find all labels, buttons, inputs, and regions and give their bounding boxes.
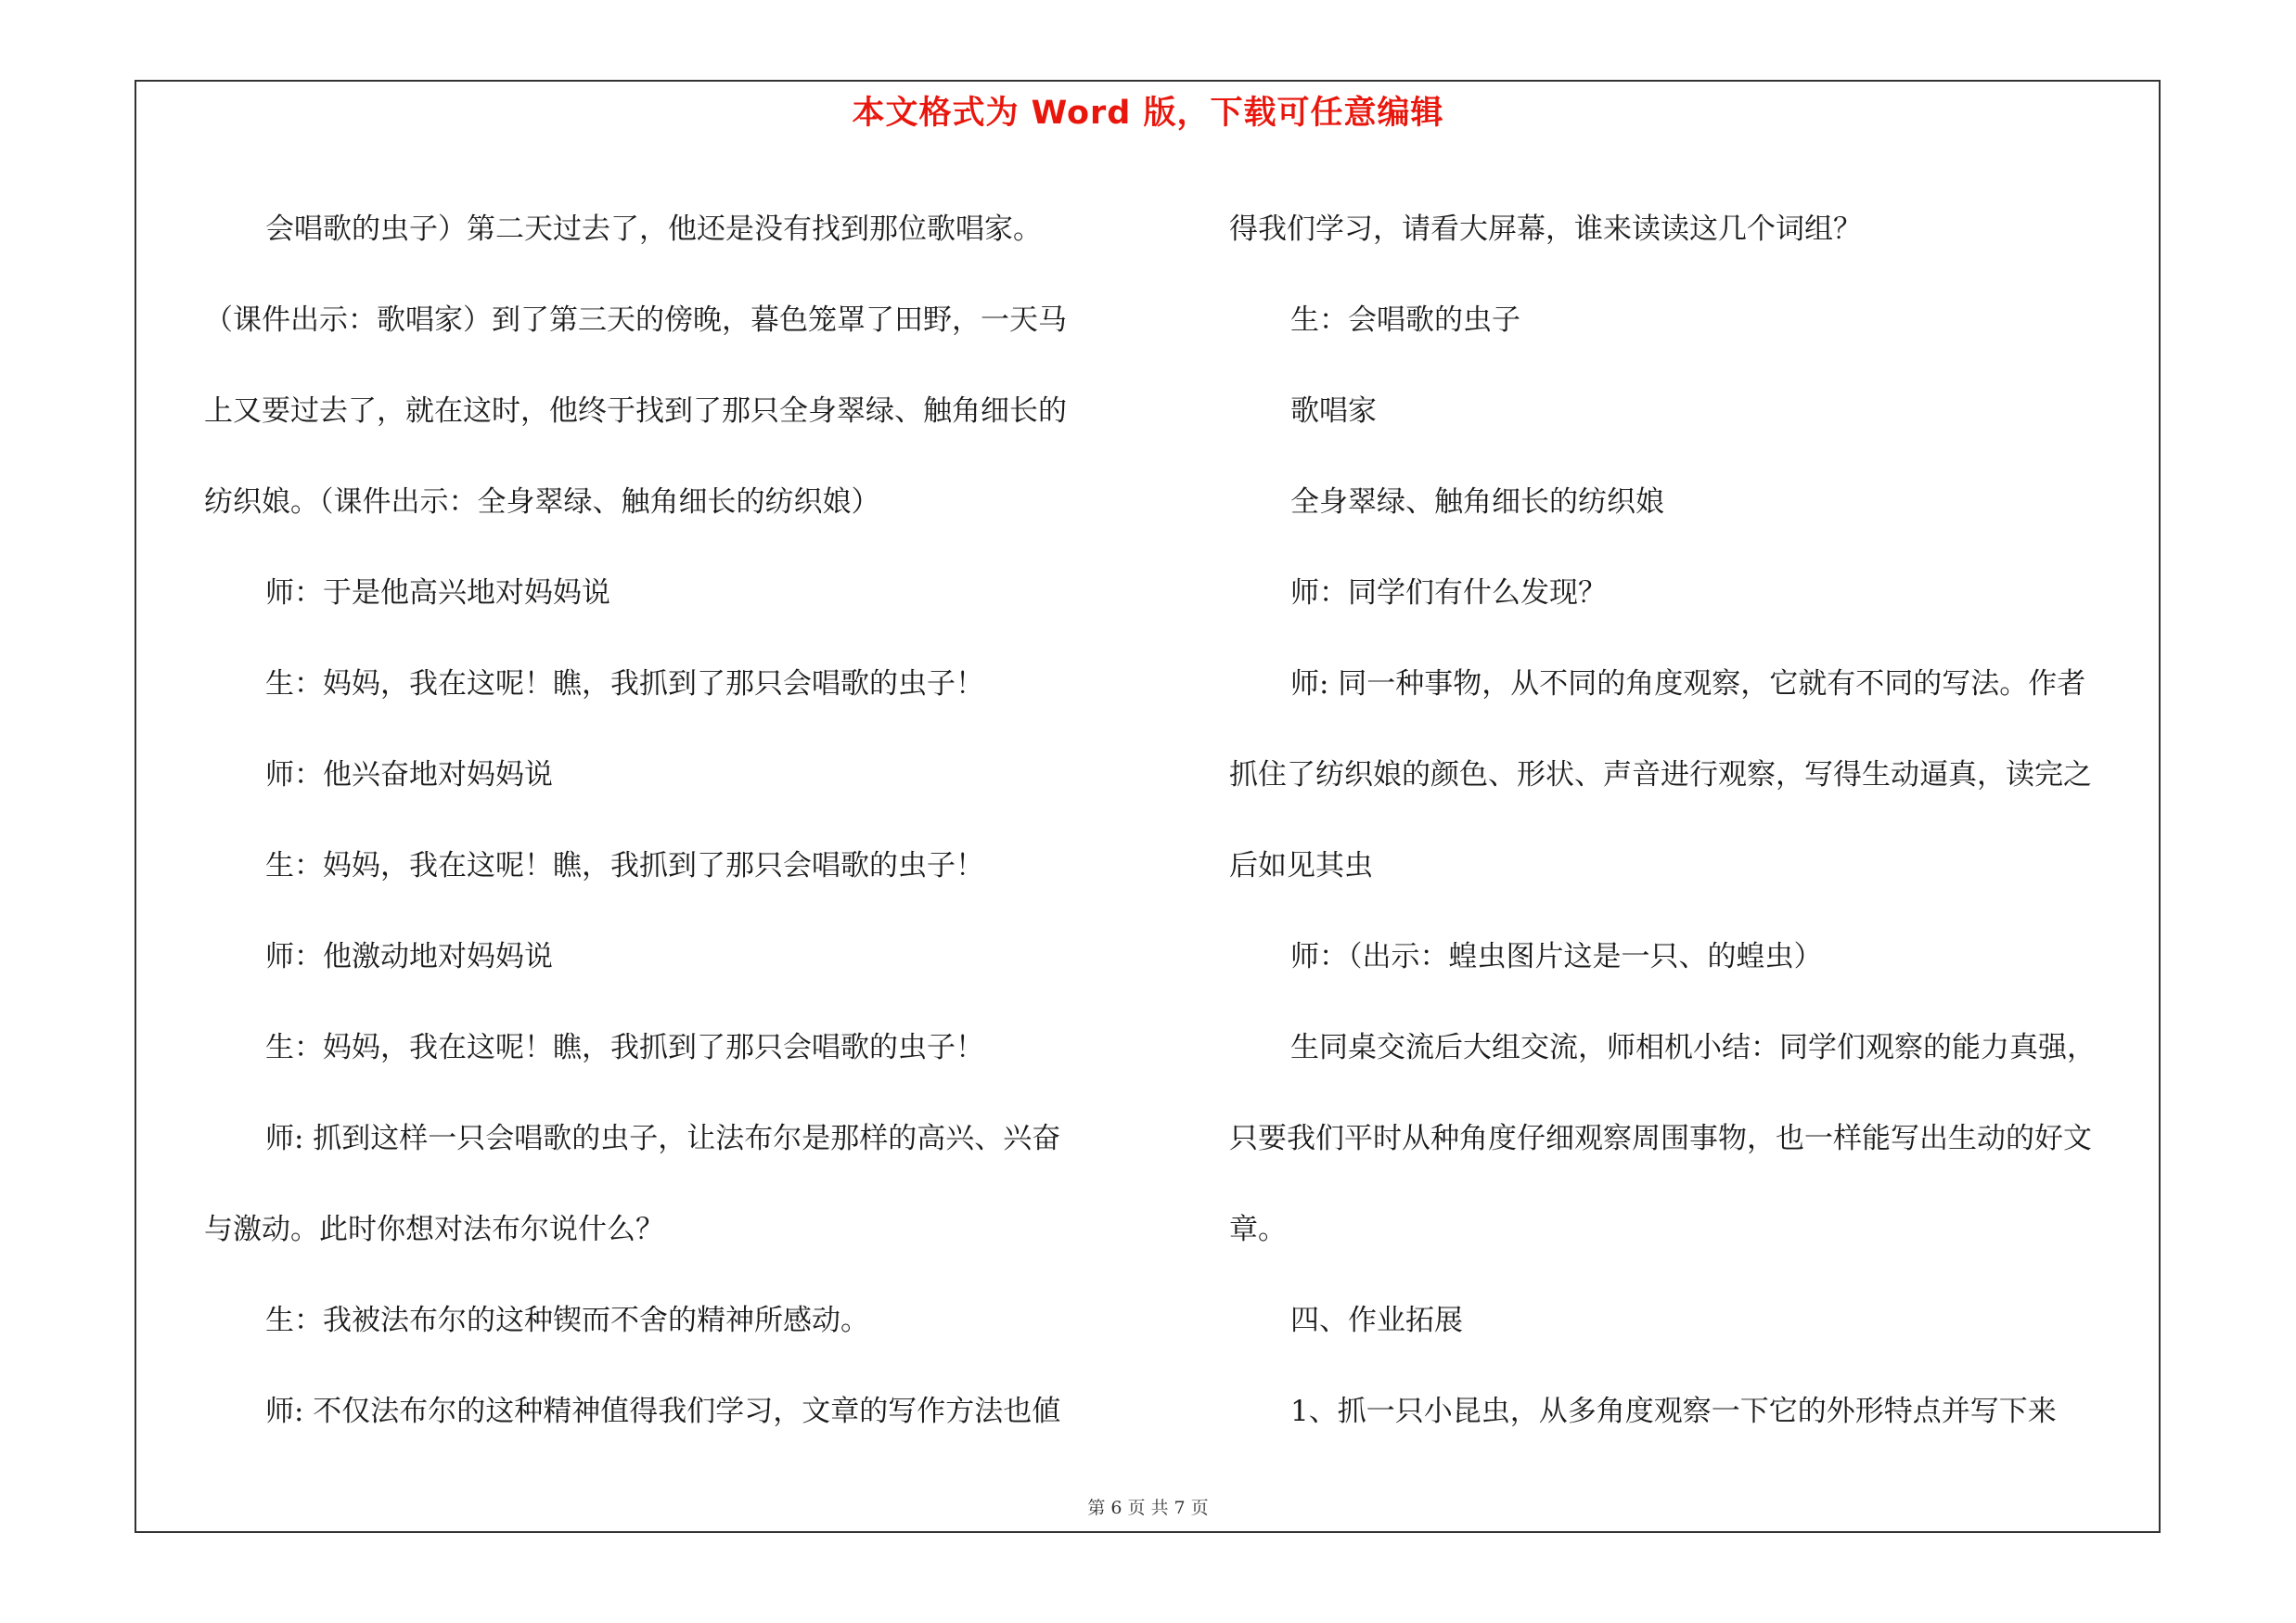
paragraph-line: 师: 同一种事物，从不同的角度观察，它就有不同的写法。作者 xyxy=(1290,667,2086,701)
paragraph-line: 会唱歌的虫子）第二天过去了，他还是没有找到那位歌唱家。 xyxy=(265,213,1042,246)
paragraph-line: 纺织娘。（课件出示：全身翠绿、触角细长的纺织娘） xyxy=(204,485,880,519)
paragraph-line: 师: 不仅法布尔的这种精神值得我们学习，文章的写作方法也値 xyxy=(265,1395,1061,1428)
page-number-footer: 第 6 页 共 7 页 xyxy=(1087,1498,1209,1518)
paragraph-line: 师：同学们有什么发现？ xyxy=(1290,576,1607,610)
paragraph-line: 四、作业拓展 xyxy=(1290,1304,1463,1337)
paragraph-line: 生：会唱歌的虫子 xyxy=(1290,303,1520,337)
paragraph-line: 得我们学习，请看大屏幕，谁来读读这几个词组？ xyxy=(1229,213,1862,246)
document-header-title: 本文格式为 Word 版，下载可任意编辑 xyxy=(852,95,1444,132)
paragraph-line: 后如见其虫 xyxy=(1229,849,1373,882)
left-text-column xyxy=(204,184,1132,1457)
paragraph-line: 师: 抓到这样一只会唱歌的虫子，让法布尔是那样的高兴、兴奋 xyxy=(265,1122,1061,1155)
paragraph-line: 生：我被法布尔的这种锲而不舍的精神所感动。 xyxy=(265,1304,869,1337)
paragraph-line: 生：妈妈，我在这呢！瞧，我抓到了那只会唱歌的虫子！ xyxy=(265,667,984,701)
paragraph-line: 师：他激动地对妈妈说 xyxy=(265,940,553,973)
paragraph-line: 生：妈妈，我在这呢！瞧，我抓到了那只会唱歌的虫子！ xyxy=(265,849,984,882)
paragraph-line: 抓住了纺织娘的颜色、形状、声音进行观察，写得生动逼真，读完之 xyxy=(1229,758,2092,792)
right-text-column xyxy=(1229,184,2185,1457)
paragraph-line: 师：于是他高兴地对妈妈说 xyxy=(265,576,610,610)
paragraph-line: 上又要过去了，就在这时，他终于找到了那只全身翠绿、触角细长的 xyxy=(204,394,1067,428)
paragraph-line: 生：妈妈，我在这呢！瞧，我抓到了那只会唱歌的虫子！ xyxy=(265,1031,984,1064)
paragraph-line: 全身翠绿、触角细长的纺织娘 xyxy=(1290,485,1664,519)
paragraph-line: 只要我们平时从种角度仔细观察周围事物，也一样能写出生动的好文 xyxy=(1229,1122,2092,1155)
paragraph-line: （课件出示：歌唱家）到了第三天的傍晚，暮色笼罩了田野，一天马 xyxy=(204,303,1067,337)
paragraph-line: 生同桌交流后大组交流，师相机小结：同学们观察的能力真强， xyxy=(1290,1031,2096,1064)
paragraph-line: 师：他兴奋地对妈妈说 xyxy=(265,758,553,792)
paragraph-line: 1、抓一只小昆虫，从多角度观察一下它的外形特点并写下来 xyxy=(1290,1395,2057,1428)
paragraph-line: 章。 xyxy=(1229,1213,1287,1246)
paragraph-line: 师：（出示：蝗虫图片这是一只、的蝗虫） xyxy=(1290,940,1823,973)
paragraph-line: 歌唱家 xyxy=(1290,394,1377,428)
paragraph-line: 与激动。此时你想对法布尔说什么？ xyxy=(204,1213,664,1246)
